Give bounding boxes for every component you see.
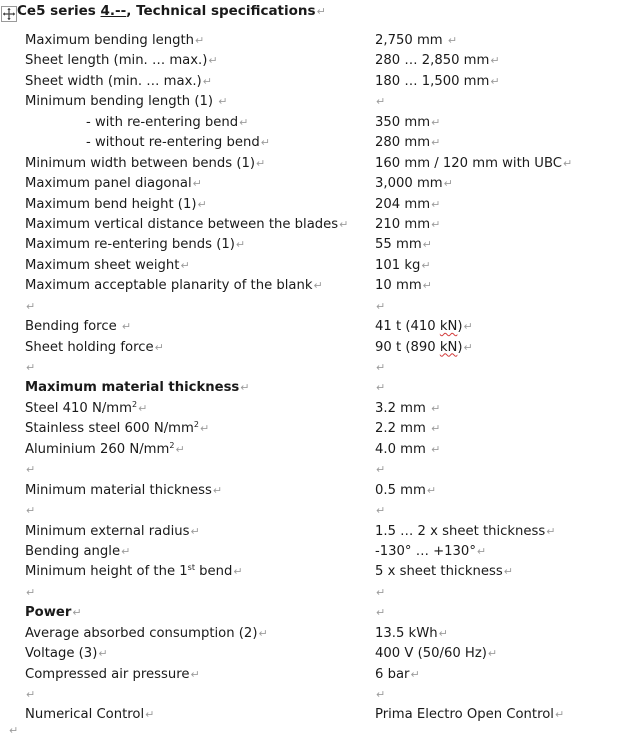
spec-label: Minimum width between bends (1)↵: [25, 155, 266, 171]
spec-label: Power↵: [25, 605, 82, 621]
spec-value: -130° … +130°↵: [375, 543, 487, 559]
paragraph-mark-icon: ↵: [431, 197, 441, 211]
paragraph-mark-icon: ↵: [376, 463, 386, 477]
paragraph-mark-icon: ↵: [192, 177, 202, 191]
table-row: [0, 51, 632, 71]
table-row: [0, 276, 632, 296]
paragraph-mark-icon: ↵: [26, 299, 36, 313]
spec-value: 204 mm↵: [375, 196, 441, 212]
spec-value: 55 mm↵: [375, 237, 432, 253]
spellcheck-underline: kN: [439, 339, 458, 355]
spec-label: Maximum bend height (1)↵: [25, 196, 207, 212]
paragraph-mark-icon: ↵: [175, 442, 185, 456]
paragraph-mark-icon: ↵: [431, 401, 441, 415]
paragraph-mark-icon: ↵: [212, 483, 223, 497]
paragraph-mark-icon: ↵: [376, 381, 386, 395]
paragraph-mark-icon: ↵: [376, 299, 386, 313]
table-row: [0, 705, 632, 725]
table-row: [0, 154, 632, 174]
spec-value: 4.0 mm ↵: [375, 441, 441, 457]
spec-value: 10 mm↵: [375, 278, 432, 294]
spec-label: Sheet width (min. … max.)↵: [25, 73, 212, 89]
spec-value: [375, 583, 385, 603]
spec-label: Maximum material thickness↵: [25, 380, 250, 396]
paragraph-mark-icon: ↵: [546, 524, 556, 538]
paragraph-mark-icon: ↵: [447, 34, 458, 47]
paragraph-mark-icon: ↵: [190, 524, 200, 538]
table-row: [0, 522, 632, 542]
paragraph-mark-icon: ↵: [145, 708, 155, 722]
spec-label: Maximum sheet weight↵: [25, 257, 190, 273]
table-row: [0, 113, 632, 133]
spec-label: Maximum re-entering bends (1)↵: [25, 237, 246, 253]
spec-value: [375, 460, 385, 480]
spec-label: [25, 501, 35, 521]
spec-label: Voltage (3)↵: [25, 646, 108, 662]
table-row: [0, 665, 632, 685]
spec-label: Sheet length (min. … max.)↵: [25, 53, 218, 69]
spec-value: [375, 358, 385, 378]
paragraph-mark-icon: ↵: [26, 463, 36, 477]
spec-value: 350 mm↵: [375, 114, 441, 130]
paragraph-mark-icon: ↵: [562, 156, 573, 170]
spec-value: 2.2 mm ↵: [375, 421, 441, 437]
spec-value: [375, 685, 385, 705]
paragraph-mark-icon: ↵: [443, 177, 453, 191]
paragraph-mark-icon: ↵: [199, 422, 210, 436]
paragraph-mark-icon: ↵: [218, 95, 228, 109]
table-row: [0, 378, 632, 398]
paragraph-mark-icon: ↵: [376, 95, 386, 109]
table-row: [0, 419, 632, 439]
spec-value: [375, 378, 385, 398]
paragraph-mark-icon: ↵: [316, 5, 326, 18]
paragraph-mark-icon: ↵: [431, 217, 441, 231]
paragraph-mark-icon: ↵: [98, 647, 108, 661]
paragraph-mark-icon: ↵: [121, 544, 131, 558]
table-row: [0, 399, 632, 419]
table-row: [0, 624, 632, 644]
paragraph-mark-icon: ↵: [26, 585, 36, 599]
spec-value: 280 mm↵: [375, 135, 441, 151]
table-row: [0, 92, 632, 112]
spec-value: 6 bar↵: [375, 666, 420, 682]
table-row: [0, 644, 632, 664]
spec-label: Maximum vertical distance between the blades↵: [25, 216, 349, 232]
paragraph-mark-icon: ↵: [410, 667, 420, 681]
spec-table: [0, 31, 632, 726]
spec-value: 160 mm / 120 mm with UBC↵: [375, 155, 573, 171]
spec-label: - with re-entering bend↵: [86, 114, 249, 130]
spec-label: [25, 685, 35, 705]
document-title: Ce5 series 4.--, Technical specifications↵: [17, 3, 326, 19]
paragraph-mark-icon: ↵: [256, 156, 266, 170]
paragraph-mark-icon: ↵: [26, 504, 36, 518]
paragraph-mark-icon: ↵: [26, 361, 36, 374]
spec-label: Maximum bending length↵: [25, 33, 205, 48]
spec-label: Compressed air pressure↵: [25, 666, 200, 682]
paragraph-mark-icon: ↵: [339, 217, 349, 231]
paragraph-mark-icon: ↵: [490, 54, 500, 68]
paragraph-mark-icon: ↵: [376, 361, 386, 374]
spec-label: [25, 583, 35, 603]
paragraph-mark-icon: ↵: [258, 626, 268, 640]
spec-label: Aluminium 260 $N/mm^2↵$: [25, 440, 185, 457]
spec-label: Maximum acceptable planarity of the blank↵: [25, 278, 323, 294]
paragraph-mark-icon: ↵: [431, 422, 441, 436]
spec-label: Maximum panel diagonal↵: [25, 176, 202, 192]
paragraph-mark-icon: ↵: [180, 258, 190, 272]
paragraph-mark-icon: ↵: [9, 724, 19, 737]
paragraph-mark-icon: ↵: [422, 238, 432, 252]
paragraph-mark-icon: ↵: [208, 54, 218, 68]
table-row: [0, 72, 632, 92]
table-row: [0, 174, 632, 194]
spec-value: Prima Electro Open Control↵: [375, 707, 565, 723]
table-row: [0, 460, 632, 480]
paragraph-mark-icon: ↵: [463, 340, 473, 354]
spec-value: 0.5 mm↵: [375, 482, 437, 498]
spec-label: [25, 358, 35, 378]
paragraph-mark-icon: ↵: [490, 74, 500, 88]
spec-label: Average absorbed consumption (2)↵: [25, 625, 268, 641]
spec-label: Minimum height of the 1st bend↵: [25, 563, 243, 580]
spec-value: 180 … 1,500 mm↵: [375, 73, 500, 89]
table-row: [0, 297, 632, 317]
title-model: 4.--: [100, 3, 127, 19]
paragraph-mark-icon: ↵: [376, 585, 386, 599]
table-row: [0, 317, 632, 337]
paragraph-mark-icon: ↵: [503, 565, 513, 579]
paragraph-mark-icon: ↵: [235, 238, 246, 252]
spec-label: [25, 297, 35, 317]
paragraph-mark-icon: ↵: [202, 74, 212, 88]
table-row: [0, 501, 632, 521]
table-row: [0, 440, 632, 460]
spec-value: 90 t (890 kN)↵: [375, 339, 473, 355]
spec-label: Steel 410 $N/mm^2↵$: [25, 399, 148, 416]
spec-label: Minimum bending length (1) ↵: [25, 94, 228, 110]
paragraph-mark-icon: ↵: [554, 708, 565, 722]
paragraph-mark-icon: ↵: [26, 688, 36, 701]
paragraph-mark-icon: ↵: [376, 688, 386, 701]
paragraph-mark-icon: ↵: [376, 504, 386, 518]
spec-value: 3,000 mm↵: [375, 176, 453, 192]
spec-value: [375, 297, 385, 317]
paragraph-mark-icon: ↵: [197, 197, 207, 211]
paragraph-mark-icon: ↵: [431, 136, 441, 150]
paragraph-mark-icon: ↵: [138, 401, 148, 415]
paragraph-mark-icon: ↵: [313, 279, 323, 293]
spec-value: 280 … 2,850 mm↵: [375, 53, 500, 69]
spellcheck-underline: kN: [439, 319, 458, 335]
paragraph-mark-icon: ↵: [376, 606, 386, 620]
paragraph-mark-icon: ↵: [239, 115, 249, 129]
paragraph-mark-icon: ↵: [431, 115, 441, 129]
spec-label: Bending angle↵: [25, 543, 131, 559]
paragraph-mark-icon: ↵: [195, 34, 205, 47]
table-row: [0, 562, 632, 582]
table-row: [0, 542, 632, 562]
table-row: [0, 481, 632, 501]
paragraph-mark-icon: ↵: [240, 381, 250, 395]
spec-value: 2,750 mm ↵: [375, 33, 458, 48]
paragraph-mark-icon: ↵: [190, 667, 200, 681]
spec-value: 1.5 … 2 x sheet thickness↵: [375, 523, 556, 539]
paragraph-mark-icon: ↵: [431, 442, 441, 456]
paragraph-mark-icon: ↵: [121, 320, 132, 334]
paragraph-mark-icon: ↵: [72, 606, 82, 620]
paragraph-mark-icon: ↵: [463, 320, 473, 334]
table-row: [0, 195, 632, 215]
paragraph-mark-icon: ↵: [233, 565, 243, 579]
table-row: [0, 215, 632, 235]
table-row: [0, 358, 632, 378]
paragraph-mark-icon: ↵: [422, 279, 432, 293]
spec-value: 3.2 mm ↵: [375, 400, 441, 416]
spec-label: Bending force ↵: [25, 319, 132, 335]
spec-label: Sheet holding force↵: [25, 339, 164, 355]
spec-value: 400 V (50/60 Hz)↵: [375, 646, 498, 662]
spec-value: [375, 92, 385, 112]
table-row: [0, 133, 632, 153]
table-row: [0, 583, 632, 603]
spec-label: [25, 460, 35, 480]
spec-label: Minimum external radius↵: [25, 523, 200, 539]
table-row: [0, 31, 632, 51]
spec-value: 41 t (410 kN)↵: [375, 319, 473, 335]
spec-value: 210 mm↵: [375, 216, 441, 232]
table-row: [0, 235, 632, 255]
paragraph-mark-icon: ↵: [260, 136, 270, 150]
paragraph-mark-icon: ↵: [421, 258, 431, 272]
paragraph-mark-icon: ↵: [154, 340, 164, 354]
spec-value: 5 x sheet thickness↵: [375, 564, 513, 580]
table-move-handle-icon[interactable]: [1, 6, 17, 22]
table-row: [0, 338, 632, 358]
spec-label: Stainless steel 600 $N/mm^2↵$: [25, 420, 210, 437]
spec-label: Numerical Control↵: [25, 707, 155, 723]
spec-value: 13.5 kWh↵: [375, 625, 448, 641]
paragraph-mark-icon: ↵: [438, 626, 448, 640]
paragraph-mark-icon: ↵: [487, 647, 498, 661]
spec-label: - without re-entering bend↵: [86, 135, 270, 151]
table-row: [0, 256, 632, 276]
table-row: [0, 685, 632, 705]
table-row: [0, 603, 632, 623]
spec-value: [375, 603, 385, 623]
paragraph-mark-icon: ↵: [476, 544, 487, 558]
spec-value: [375, 501, 385, 521]
spec-label: Minimum material thickness↵: [25, 482, 223, 498]
paragraph-mark-icon: ↵: [426, 483, 437, 497]
spec-value: 101 kg↵: [375, 257, 431, 273]
